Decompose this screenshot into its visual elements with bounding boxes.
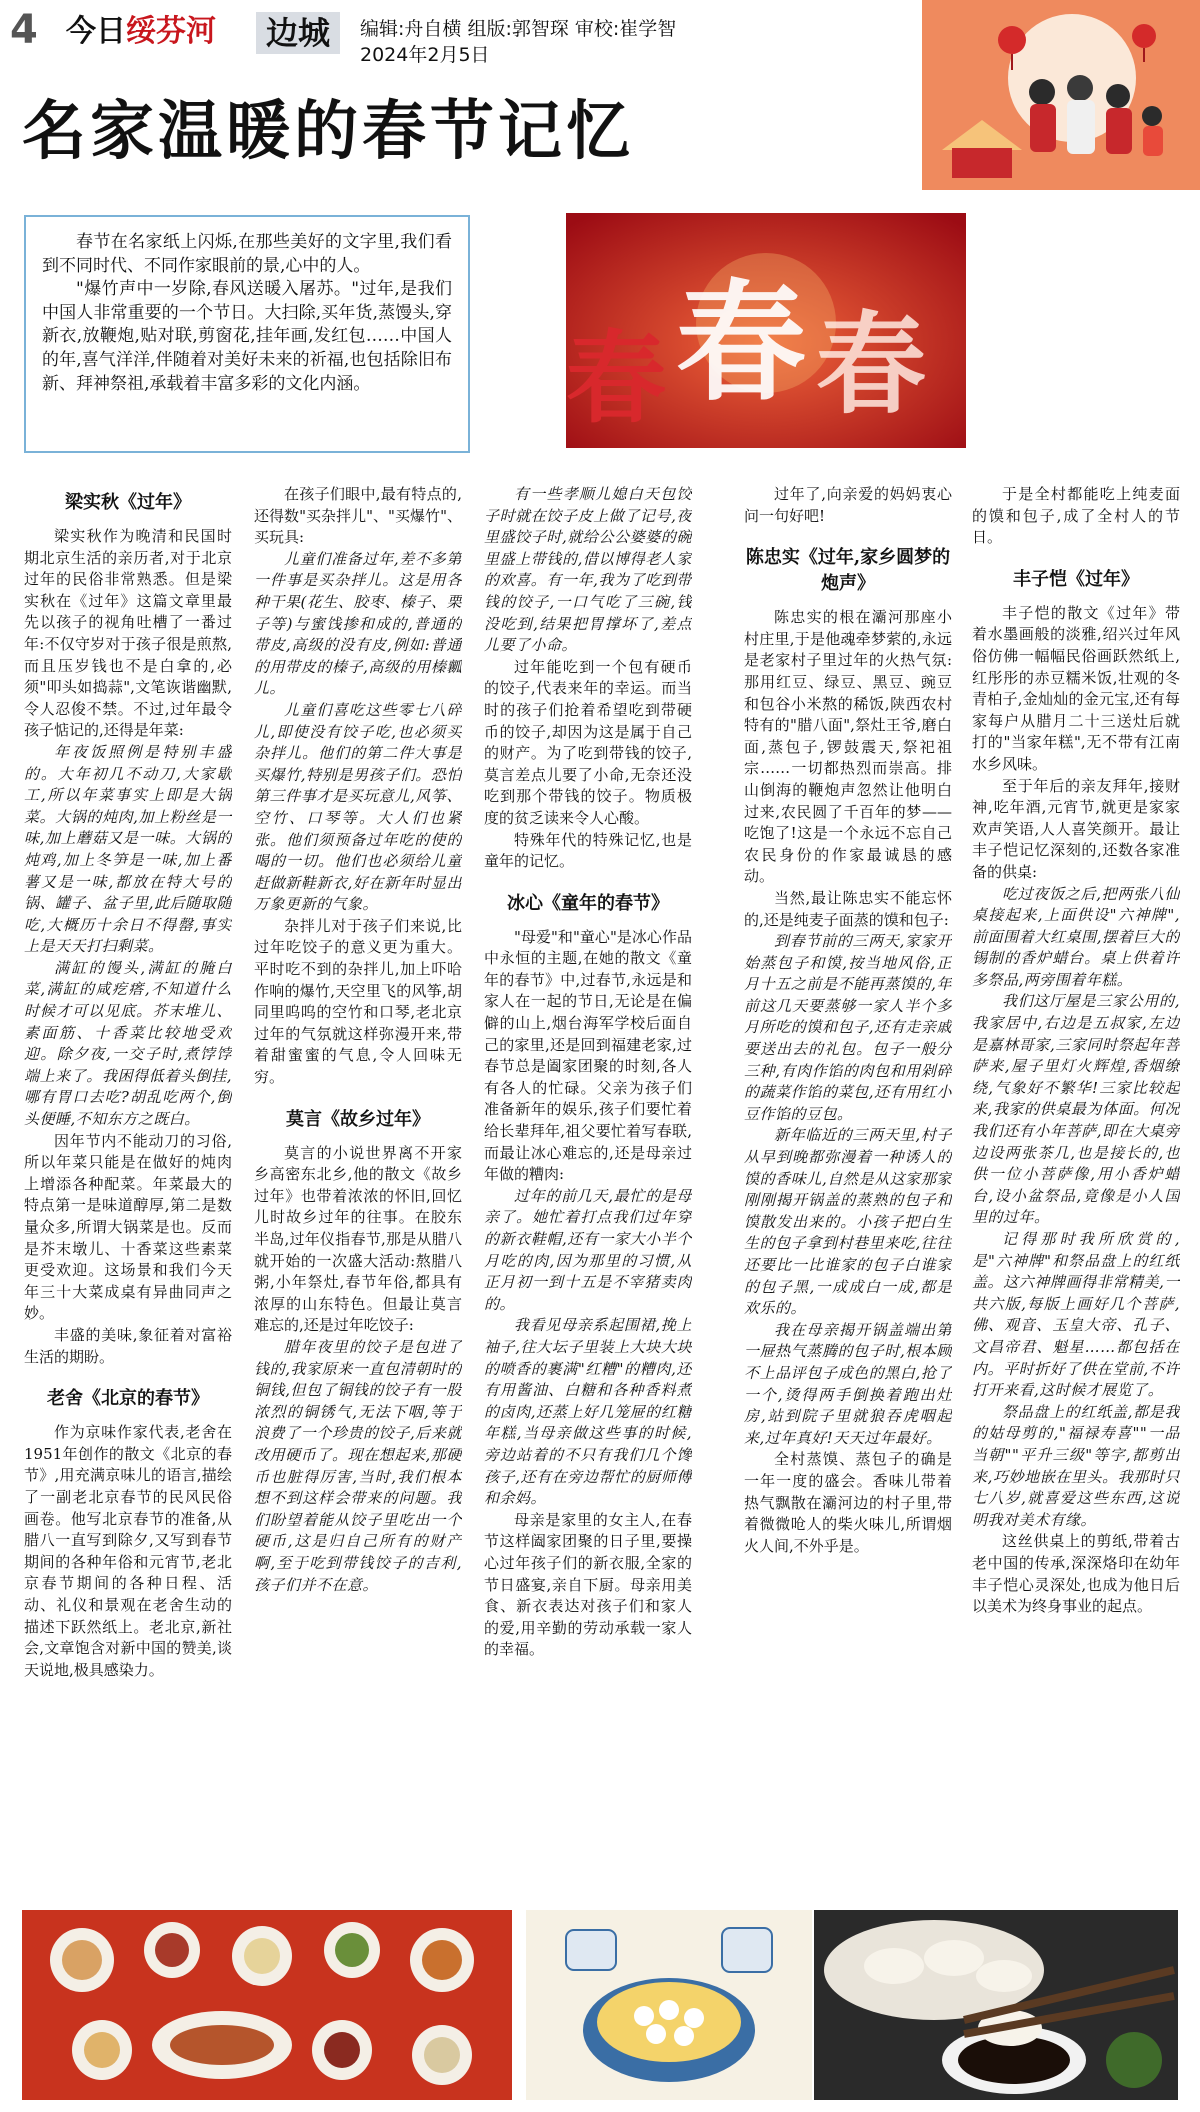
body-paragraph: "母爱"和"童心"是冰心作品中永恒的主题,在她的散文《童年的春节》中,过春节,永远是和家人在一起的节日,无论是在偏僻的山上,烟台海军学校后面自己的家里,还是回到福建老家,过春节总是阖家团聚的时刻,各人有各人的忙碌。父亲为孩子们准备新年的娱乐,孩子们要忙着给长辈拜年,祖父要忙着写春联,而最让冰心难忘的,还是母亲过年做的糟肉: — [484, 927, 692, 1184]
quote-paragraph: 过年的前几天,最忙的是母亲了。她忙着打点我们过年穿的新衣鞋帽,还有一家大小半个月吃的肉,因为那里的习惯,从正月初一到十五是不宰猪卖肉的。 — [484, 1186, 692, 1313]
article-title-liang: 梁实秋《过年》 — [65, 492, 191, 513]
header-illustration — [922, 0, 1200, 190]
editor-credits: 编辑:舟自横 组版:郭智琛 审校:崔学智 — [360, 18, 677, 40]
body-paragraph: 杂拌儿对于孩子们来说,比过年吃饺子的意义更为重大。平时吃不到的杂拌儿,加上吓哈作响的爆竹,天空里飞的风筝,胡同里呜呜的空竹和口琴,老北京过年的气氛就这样弥漫开来,带着甜蜜蜜的气息,令人回味无穷。 — [254, 916, 462, 1087]
quote-paragraph: 儿童们准备过年,差不多第一件事是买杂拌儿。这是用各种干果(花生、胶枣、榛子、栗子等)与蜜饯掺和成的,普通的带皮,高级的没有皮,例如:普通的用带皮的榛子,高级的用榛瓤儿。 — [254, 549, 462, 698]
body-paragraph: 这丝供桌上的剪纸,带着古老中国的传承,深深烙印在幼年丰子恺心灵深处,也成为他日后以美术为终身事业的起点。 — [972, 1532, 1180, 1616]
issue-date: 2024年2月5日 — [360, 44, 490, 66]
section-name: 边城 — [256, 12, 340, 54]
quote-paragraph: 到春节前的三两天,家家开始蒸包子和馍,按当地风俗,正月十五之前是不能再蒸馍的,年前这几天要蒸够一家人半个多月所吃的馍和包子,还有走亲戚要送出去的礼包。包子一般分三种,有肉作馅的肉包和用剁碎的蔬菜作馅的菜包,还有用红小豆作馅的豆包。 — [744, 932, 952, 1123]
page-number: 4 — [10, 7, 38, 53]
quote-paragraph: 儿童们喜吃这些零七八碎儿,即使没有饺子吃,也必须买杂拌儿。他们的第二件大事是买爆竹,特别是男孩子们。恐怕第三件事才是买玩意儿,风筝、空竹、口琴等。大人们也紧张。他们须预备过年吃的使的喝的一切。他们也必须给儿童赶做新鞋新衣,好在新年时显出万象更新的气象。 — [254, 700, 462, 914]
column-1 — [24, 484, 232, 1904]
body-paragraph: 因年节内不能动刀的习俗,所以年菜只能是在做好的炖肉上增添各种配菜。年菜最大的特点第一是味道醇厚,第二是数量众多,所谓大锅菜是也。反而是芥末墩儿、十香菜这些素菜更受欢迎。这场景和我们今天年三十大菜成桌有异曲同声之妙。 — [24, 1131, 232, 1323]
dumplings-pot-illustration — [526, 1910, 812, 2100]
body-paragraph: 全村蒸馍、蒸包子的确是一年一度的盛会。香味儿带着热气飘散在灞河边的村子里,带着微微呛人的柴火味儿,所谓烟火人间,不外乎是。 — [744, 1450, 952, 1555]
column-2 — [254, 484, 462, 1904]
paper-name — [66, 16, 216, 48]
body-paragraph: 丰盛的美味,象征着对富裕生活的期盼。 — [24, 1325, 232, 1366]
article-title-laoshe: 老舍《北京的春节》 — [47, 1388, 209, 1410]
body-paragraph: 陈忠实的根在灞河那座小村庄里,于是他魂牵梦萦的,永远是老家村子里过年的火热气氛:那用红豆、绿豆、黑豆、豌豆和包谷小米熬的稀饭,陕西农村特有的"腊八面",祭灶王爷,磨白面,蒸包子,锣鼓震天,祭祀祖宗……一切都热烈而崇高。排山倒海的鞭炮声忽然让他明白过来,农民圆了千百年的梦——吃饱了!这是一个永远不忘自己农民身份的作家最诚恳的感动。 — [744, 608, 952, 886]
quote-paragraph: 新年临近的三两天里,村子从早到晚都弥漫着一种诱人的馍的香味儿,自然是从这家那家刚刚揭开锅盖的蒸熟的包子和馍散发出来的。小孩子把白生生的包子拿到村巷里来吃,往往还要比一比谁家的包子白谁家的包子黑,一成成白一成,都是欢乐的。 — [744, 1126, 952, 1318]
body-paragraph: 丰子恺的散文《过年》带着水墨画般的淡雅,绍兴过年风俗仿佛一幅幅民俗画跃然纸上,红彤彤的赤豆糯米饭,壮观的冬青柏子,金灿灿的金元宝,还有每家每户从腊月二十三送灶后就打的"当家年糕",无不带有江南水乡风味。 — [972, 603, 1180, 773]
papercut-chun-icon — [566, 213, 966, 448]
paper-name-city: 绥芬河 — [126, 14, 216, 49]
quote-paragraph: 我在母亲揭开锅盖端出第一屉热气蒸腾的包子时,根本顾不上品评包子成色的黑白,抢了一个,烫得两手倒换着跑出灶房,站到院子里就狼吞虎咽起来,过年真好!天天过年最好。 — [744, 1320, 952, 1447]
feast-table-photo — [22, 1910, 512, 2100]
article-title-moyan: 莫言《故乡过年》 — [286, 1108, 430, 1130]
body-paragraph: 当然,最让陈忠实不能忘怀的,还是纯麦子面蒸的馍和包子: — [744, 888, 952, 929]
feast-table-icon — [22, 1910, 512, 2100]
quote-paragraph: 有一些孝顺儿媳白天包饺子时就在饺子皮上做了记号,夜里盛饺子时,就给公公婆婆的碗里盛上带钱的,借以博得老人家的欢喜。有一年,我为了吃到带钱的饺子,一口气吃了三碗,钱没吃到,结果把胃撑坏了,差点儿要了小命。 — [484, 485, 692, 655]
spring-papercut-photo — [566, 213, 966, 448]
body-paragraph: 至于年后的亲友拜年,接财神,吃年酒,元宵节,就更是家家欢声笑语,人人喜笑颜开。最让丰子恺记忆深刻的,还数各家准备的供桌: — [972, 776, 1180, 881]
column-4 — [744, 484, 952, 1904]
column-5 — [972, 484, 1180, 1904]
quote-paragraph: 年夜饭照例是特别丰盛的。大年初几不动刀,大家歇工,所以年菜事实上即是大锅菜。大锅的炖肉,加上粉丝是一味,加上蘑菇又是一味。大锅的炖鸡,加上冬笋是一味,加上番薯又是一味,都放在特大号的锅、罐子、盆子里,此后随取随吃,大概历十余日不得罄,事实上是天天打扫剩菜。 — [24, 742, 232, 956]
quote-paragraph: 记得那时我所欣赏的,是"六神牌"和祭品盘上的红纸盖。这六神牌画得非常精美,一共六版,每版上画好几个菩萨,佛、观音、玉皇大帝、孔子、文昌帝君、魁星……都包括在内。平时折好了供在堂前,不许打开来看,这时候才展览了。 — [972, 1230, 1180, 1400]
dumplings-sauce-photo — [814, 1910, 1178, 2100]
article-title-bingxin: 冰心《童年的春节》 — [507, 892, 669, 914]
papercut-char: 春 — [676, 267, 807, 419]
quote-paragraph: 我看见母亲系起围裙,挽上袖子,往大坛子里装上大块大块的喷香的裹满"红糟"的糟肉,还有用酱油、白糖和各种香料煮的卤肉,还蒸上好几笼屉的红糖年糕,当母亲做这些事的时候,旁边站着的不只有我们几个馋孩子,还有在旁边帮忙的厨师傅和余妈。 — [484, 1316, 692, 1508]
body-paragraph: 梁实秋作为晚清和民国时期北京生活的亲历者,对于北京过年的民俗非常熟悉。但是梁实秋在《过年》这篇文章里最先以孩子的视角吐槽了一番过年:不仅守岁对于孩子很是煎熬,而且压岁钱也不是白拿的,必须"叩头如捣蒜",文笔诙谐幽默,令人忍俊不禁。不过,过年最令孩子惦记的,还得是年菜: — [24, 527, 232, 740]
quote-paragraph: 我们这厅屋是三家公用的,我家居中,右边是五叔家,左边是嘉林哥家,三家同时祭起年菩萨来,屋子里灯火辉煌,香烟缭绕,气象好不繁华!三家比较起来,我家的供桌最为体面。何况我们还有小年菩萨,即在大桌旁边设两张茶几,也是接长的,也供一位小菩萨像,用小香炉蜡台,设小盆祭品,竟像是小人国里的过年。 — [972, 992, 1180, 1227]
intro-paragraph: "爆竹声中一岁除,春风送暖入屠苏。"过年,是我们中国人非常重要的一个节日。大扫除,买年货,蒸馒头,穿新衣,放鞭炮,贴对联,剪窗花,挂年画,发红包……中国人的年,喜气洋洋,伴随着对美好未来的祈福,也包括除旧布新、拜神祭祖,承载着丰富多彩的文化内涵。 — [42, 279, 452, 394]
dumplings-sauce-icon — [814, 1910, 1178, 2100]
quote-paragraph: 祭品盘上的红纸盖,都是我的姑母剪的,"福禄寿喜""一品当朝""平升三级"等字,都剪出来,巧妙地嵌在里头。我那时只七八岁,就喜爱这些东西,这说明我对美术有缘。 — [972, 1402, 1180, 1529]
article-title-chen: 陈忠实《过年,家乡圆梦的炮声》 — [745, 547, 951, 595]
body-paragraph: 于是全村都能吃上纯麦面的馍和包子,成了全村人的节日。 — [972, 485, 1180, 547]
quote-paragraph: 吃过夜饭之后,把两张八仙桌接起来,上面供设"六神牌",前面围着大红桌围,摆着巨大的锡制的香炉蜡台。桌上供着许多祭品,两旁围着年糕。 — [972, 884, 1180, 989]
papercut-char: 春 — [816, 301, 926, 429]
intro-box — [24, 215, 470, 453]
intro-paragraph: 春节在名家纸上闪烁,在那些美好的文字里,我们看到不同时代、不同作家眼前的景,心中的人。 — [42, 232, 452, 276]
quote-paragraph: 腊年夜里的饺子是包进了钱的,我家原来一直包清朝时的铜钱,但包了铜钱的饺子有一股浓烈的铜锈气,无法下咽,等于浪费了一个珍贵的饺子,后来就改用硬币了。现在想起来,那硬币也脏得厉害,当时,我们根本想不到这样会带来的问题。我们盼望着能从饺子里吃出一个硬币,这是归自己所有的财产啊,至于吃到带钱饺子的吉利,孩子们并不在意。 — [254, 1337, 462, 1594]
quote-paragraph: 满缸的馒头,满缸的腌白菜,满缸的咸疙瘩,不知道什么时候才可以见底。芥末堆儿、素面筋、十香菜比较地受欢迎。除夕夜,一交子时,煮饽饽端上来了。我困得低着头倒挂,哪有胃口去吃?胡乱吃两个,倒头便睡,不知东方之既白。 — [24, 958, 232, 1129]
body-paragraph: 在孩子们眼中,最有特点的,还得数"买杂拌儿"、"买爆竹"、买玩具: — [254, 485, 462, 547]
body-paragraph: 过年了,向亲爱的妈妈衷心问一句好吧! — [744, 485, 952, 525]
column-3 — [484, 484, 692, 1904]
body-paragraph: 莫言的小说世界离不开家乡高密东北乡,他的散文《故乡过年》也带着浓浓的怀旧,回忆儿时故乡过年的往事。在胶东半岛,过年仪指春节,那是从腊八就开始的一次盛大活动:熬腊八粥,小年祭灶,春节年俗,都具有浓厚的山东特色。但最让莫言难忘的,还是过年吃饺子: — [254, 1143, 462, 1335]
family-celebration-icon — [922, 0, 1200, 190]
body-paragraph: 特殊年代的特殊记忆,也是童年的记忆。 — [484, 830, 692, 871]
paper-name-prefix: 今日 — [66, 14, 126, 49]
body-paragraph: 作为京味作家代表,老舍在1951年创作的散文《北京的春节》,用充满京味儿的语言,描绘了一副老北京春节的民风民俗画卷。他写北京春节的准备,从腊八一直写到除夕,又写到春节期间的各种年俗和元宵节,老北京春节期间的各种日程、活动、礼仪和景观在老舍生动的描述下跃然纸上。老北京,新社会,文章饱含对新中国的赞美,谈天说地,极具感染力。 — [24, 1423, 232, 1679]
body-paragraph: 过年能吃到一个包有硬币的饺子,代表来年的幸运。而当时的孩子们抢着希望吃到带硬币的饺子,却因为这是属于自己的财产。为了吃到带钱的饺子,莫言差点儿要了小命,无奈还没吃到那个带钱的饺子。物质极度的贫乏读来令人心酸。 — [484, 657, 692, 827]
headline: 名家温暖的春节记忆 — [22, 95, 634, 169]
body-paragraph: 母亲是家里的女主人,在春节这样阖家团聚的日子里,要操心过年孩子们的新衣服,全家的节日盛宴,亲自下厨。母亲用美食、新衣表达对孩子们和家人的爱,用辛勤的劳动承载一家人的幸福。 — [484, 1510, 692, 1659]
article-title-feng: 丰子恺《过年》 — [1013, 568, 1139, 590]
dumplings-pot-icon — [526, 1910, 812, 2100]
papercut-char: 春 — [566, 320, 666, 437]
